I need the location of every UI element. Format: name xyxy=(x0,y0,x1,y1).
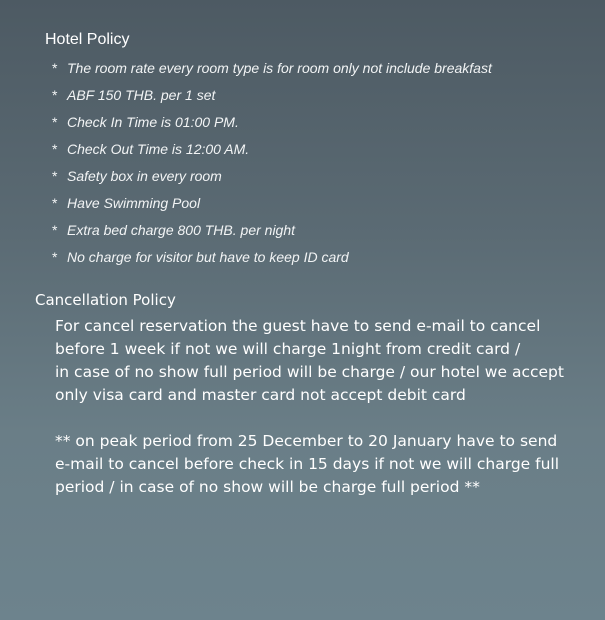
hotel-policy-item xyxy=(52,166,492,193)
hotel-policy-item-text: Check Out Time is 12:00 AM. xyxy=(67,141,250,157)
hotel-policy-item-text: Check In Time is 01:00 PM. xyxy=(67,114,239,130)
hotel-policy-item-text: No charge for visitor but have to keep ID card xyxy=(67,249,349,265)
hotel-policy-title: Hotel Policy xyxy=(45,31,130,48)
bullet-icon: * xyxy=(52,168,58,184)
bullet-icon: * xyxy=(52,195,58,211)
bullet-icon: * xyxy=(52,249,58,265)
hotel-policy-list xyxy=(52,58,492,274)
peak-period-line: period / in case of no show will be charge full period ** xyxy=(55,478,480,496)
bullet-icon: * xyxy=(52,114,58,130)
hotel-policy-item xyxy=(52,193,492,220)
bullet-icon: * xyxy=(52,222,58,238)
hotel-policy-item-text: Extra bed charge 800 THB. per night xyxy=(67,222,296,238)
bullet-icon: * xyxy=(52,87,58,103)
cancellation-line: in case of no show full period will be charge / our hotel we accept xyxy=(55,363,564,381)
hotel-policy-item xyxy=(52,247,492,274)
cancellation-line: only visa card and master card not accept debit card xyxy=(55,386,466,404)
cancellation-policy-title: Cancellation Policy xyxy=(35,291,176,309)
hotel-policy-item xyxy=(52,220,492,247)
cancellation-line: For cancel reservation the guest have to send e-mail to cancel xyxy=(55,317,541,335)
hotel-policy-item xyxy=(52,112,492,139)
bullet-icon: * xyxy=(52,141,58,157)
peak-period-line: ** on peak period from 25 December to 20 January have to send xyxy=(55,432,558,450)
hotel-policy-item-text: Have Swimming Pool xyxy=(67,195,201,211)
hotel-policy-item xyxy=(52,139,492,166)
hotel-policy-item xyxy=(52,58,492,85)
hotel-policy-item-text: Safety box in every room xyxy=(67,168,222,184)
cancellation-line: before 1 week if not we will charge 1night from credit card / xyxy=(55,340,521,358)
peak-period-paragraph xyxy=(55,430,600,499)
hotel-policy-item xyxy=(52,85,492,112)
cancellation-paragraph xyxy=(55,315,600,407)
hotel-policy-item-text: The room rate every room type is for room only not include breakfast xyxy=(67,60,492,76)
bullet-icon: * xyxy=(52,60,58,76)
hotel-policy-item-text: ABF 150 THB. per 1 set xyxy=(67,87,216,103)
peak-period-line: e-mail to cancel before check in 15 days if not we will charge full xyxy=(55,455,560,473)
